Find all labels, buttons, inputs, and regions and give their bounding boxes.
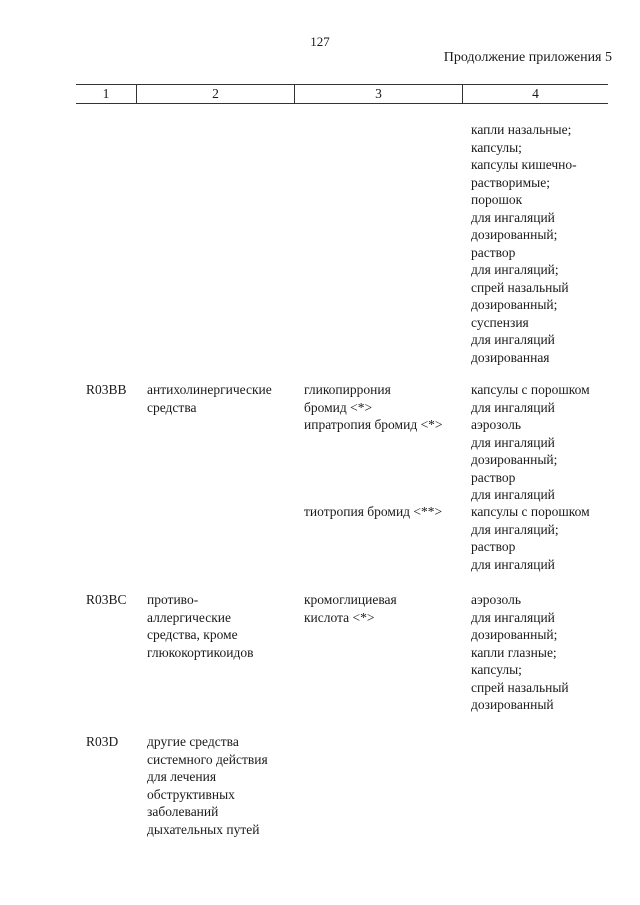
form-line: спрей назальный	[471, 279, 569, 295]
forms-r03bb-2	[471, 503, 590, 573]
form-line: капли глазные;	[471, 644, 557, 660]
header-col-1: 1	[76, 85, 137, 103]
form-line: дозированный;	[471, 627, 558, 642]
form-line: для ингаляций	[471, 209, 555, 225]
form-line: дозированный	[471, 697, 554, 712]
form-line: для ингаляций	[471, 332, 555, 347]
drug-cromoglicic-acid	[304, 591, 397, 626]
form-line: дозированный;	[471, 227, 558, 242]
atc-code-r03bb: R03BB	[86, 382, 127, 397]
form-line: дозированный;	[471, 297, 558, 312]
form-line: капсулы с порошком	[471, 504, 590, 519]
form-line: для ингаляций	[471, 399, 555, 415]
group-line: противо-	[147, 592, 199, 607]
group-r03bc	[147, 591, 253, 661]
drug-tiotropium: тиотропия бромид <**>	[304, 504, 443, 519]
group-line: антихолинергические	[147, 382, 272, 397]
form-line: капсулы с порошком	[471, 382, 590, 397]
form-line: дозированная	[471, 349, 550, 365]
form-line: раствор	[471, 244, 516, 260]
form-line: растворимые;	[471, 174, 550, 190]
form-line: суспензия	[471, 314, 529, 330]
continuation-title: Продолжение приложения 5	[443, 50, 612, 65]
drug-line: ипратропия бромид <*>	[304, 417, 443, 432]
page-number: 127	[310, 34, 330, 49]
form-line: для ингаляций	[471, 434, 555, 450]
header-col-2: 2	[137, 85, 295, 103]
form-line: капсулы;	[471, 139, 522, 155]
form-line: порошок	[471, 192, 523, 207]
group-r03bb	[147, 381, 272, 416]
header-col-4: 4	[532, 86, 539, 101]
group-line: для лечения	[147, 769, 217, 784]
group-line: системного действия	[147, 751, 268, 767]
form-line: капсулы кишечно-	[471, 157, 577, 172]
form-line: для ингаляций	[471, 487, 555, 502]
form-line: капли назальные;	[471, 122, 572, 137]
forms-r03bc	[471, 591, 569, 714]
group-line: дыхательных путей	[147, 821, 260, 837]
group-line: аллергические	[147, 609, 231, 625]
group-line: другие средства	[147, 734, 239, 749]
form-line: для ингаляций	[471, 609, 555, 625]
group-line: средства	[147, 399, 197, 415]
form-line: спрей назальный	[471, 679, 569, 695]
drug-line: бромид <*>	[304, 399, 373, 415]
form-line: аэрозоль	[471, 592, 522, 607]
drug-line: кромоглициевая	[304, 592, 397, 607]
form-line: раствор	[471, 539, 516, 554]
top-dosage-forms	[471, 121, 577, 366]
form-line: раствор	[471, 469, 516, 485]
group-r03d	[147, 733, 268, 838]
form-line: для ингаляций	[471, 556, 555, 572]
group-line: заболеваний	[147, 804, 219, 819]
header-col-3: 3	[295, 85, 463, 103]
group-line: обструктивных	[147, 786, 235, 802]
form-line: для ингаляций;	[471, 521, 559, 537]
form-line: для ингаляций;	[471, 262, 559, 277]
form-line: аэрозоль	[471, 417, 522, 432]
drug-line: кислота <*>	[304, 609, 375, 625]
drug-glycopyrronium	[304, 381, 443, 434]
table-header	[76, 84, 608, 104]
form-line: капсулы;	[471, 662, 522, 677]
drug-line: гликопиррония	[304, 382, 391, 397]
group-line: средства, кроме	[147, 627, 238, 642]
atc-code-r03bc: R03BC	[86, 592, 127, 607]
form-line: дозированный;	[471, 452, 558, 467]
group-line: глюкокортикоидов	[147, 644, 254, 660]
forms-r03bb-1	[471, 381, 590, 504]
atc-code-r03d: R03D	[86, 734, 119, 749]
